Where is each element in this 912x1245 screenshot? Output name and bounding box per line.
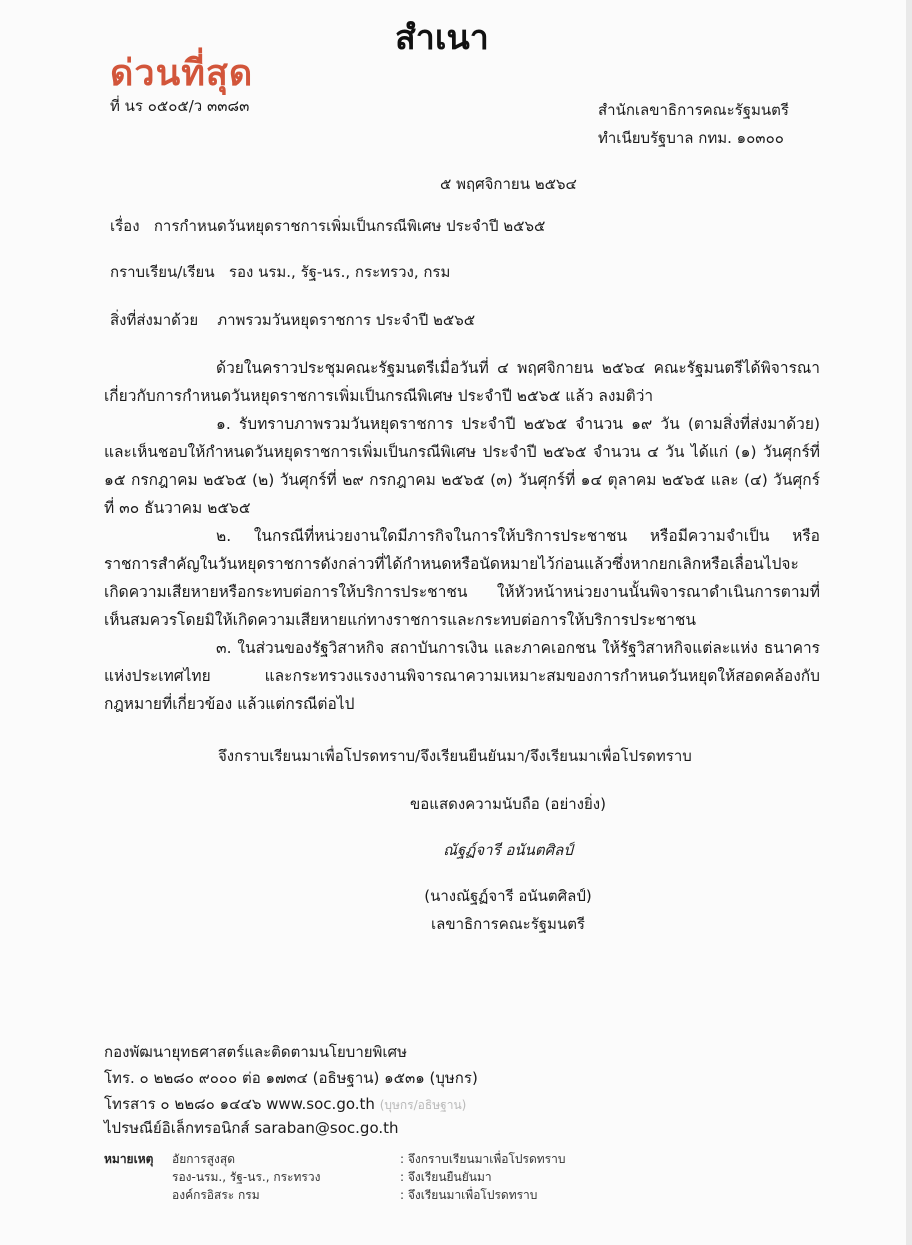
attachment-text: ภาพรวมวันหยุดราชการ ประจำปี ๒๕๖๕ (217, 311, 476, 329)
footer-fax (104, 1092, 466, 1116)
fax-text: โทรสาร ๐ ๒๒๘๐ ๑๔๔๖ www.soc.go.th (104, 1095, 375, 1113)
attachment-line (110, 308, 475, 332)
urgency-stamp: ด่วนที่สุด (110, 53, 254, 94)
fax-stamp: (บุษกร/อธิษฐาน) (379, 1098, 467, 1112)
copy-stamp: สำเนา (395, 18, 489, 58)
notes-recipient-1: อัยการสูงสุด (172, 1152, 235, 1166)
regards: ขอแสดงความนับถือ (อย่างยิ่ง) (410, 795, 606, 813)
office-name: สำนักเลขาธิการคณะรัฐมนตรี (598, 101, 789, 119)
closing-line: จึงกราบเรียนมาเพื่อโปรดทราบ/จึงเรียนยืนยันมา/จึงเรียนมาเพื่อโปรดทราบ (218, 747, 692, 765)
body-item-3: ๓. ในส่วนของรัฐวิสาหกิจ สถาบันการเงิน และภาคเอกชน ให้รัฐวิสาหกิจแต่ละแห่ง ธนาคารแห่งประเทศไทย และกระทรวงแรงงานพิจารณาความเหมาะสมของการกำหนดวันหยุดให้สอดคล้องกับกฎหมายที่เกี่ยวข้อง แล้วแต่กรณีต่อไป (104, 639, 820, 713)
signer-position: เลขาธิการคณะรัฐมนตรี (431, 915, 585, 933)
printed-name: (นางณัฐฏ์จารี อนันตศิลป์) (424, 887, 592, 905)
footer-phone: โทร. ๐ ๒๒๘๐ ๙๐๐๐ ต่อ ๑๗๓๔ (อธิษฐาน) ๑๕๓๑ (บุษกร) (104, 1069, 478, 1087)
document-date: ๕ พฤศจิกายน ๒๕๖๔ (440, 175, 577, 193)
footer-email: ไปรษณีย์อิเล็กทรอนิกส์ saraban@soc.go.th (104, 1119, 399, 1137)
office-address: ทำเนียบรัฐบาล กทม. ๑๐๓๐๐ (598, 129, 784, 147)
attachment-label: สิ่งที่ส่งมาด้วย (110, 311, 199, 329)
notes-closing-3: : จึงเรียนมาเพื่อโปรดทราบ (400, 1188, 538, 1202)
notes-recipient-3: องค์กรอิสระ กรม (172, 1188, 260, 1202)
recipient-text: รอง นรม., รัฐ-นร., กระทรวง, กรม (228, 263, 451, 281)
recipient-line (110, 260, 450, 284)
body-intro: ด้วยในคราวประชุมคณะรัฐมนตรีเมื่อวันที่ ๔ พฤศจิกายน ๒๕๖๔ คณะรัฐมนตรีได้พิจารณาเกี่ยวกับการกำหนดวันหยุดราชการเพิ่มเป็นกรณีพิเศษ ประจำปี ๒๕๖๕ แล้ว ลงมติว่า (104, 359, 820, 405)
body-item-1: ๑. รับทราบภาพรวมวันหยุดราชการ ประจำปี ๒๕๖๕ จำนวน ๑๙ วัน (ตามสิ่งที่ส่งมาด้วย) และเห็นชอบให้กำหนดวันหยุดราชการเพิ่มเป็นกรณีพิเศษ ประจำปี ๒๕๖๕ จำนวน ๔ วัน ได้แก่ (๑) วันศุกร์ที่ ๑๕ กรกฎาคม ๒๕๖๕ (๒) วันศุกร์ที่ ๒๙ กรกฎาคม ๒๕๖๕ (๓) วันศุกร์ที่ ๑๔ ตุลาคม ๒๕๖๕ และ (๔) วันศุกร์ที่ ๓๐ ธันวาคม ๒๕๖๕ (104, 415, 820, 517)
recipient-label: กราบเรียน/เรียน (110, 263, 215, 281)
notes-recipient-2: รอง-นรม., รัฐ-นร., กระทรวง (172, 1170, 321, 1184)
notes-closing-1: : จึงกราบเรียนมาเพื่อโปรดทราบ (400, 1152, 566, 1166)
subject-text: การกำหนดวันหยุดราชการเพิ่มเป็นกรณีพิเศษ ประจำปี ๒๕๖๕ (153, 217, 546, 235)
notes-closing-2: : จึงเรียนยืนยันมา (400, 1170, 492, 1184)
body-item-2: ๒. ในกรณีที่หน่วยงานใดมีภารกิจในการให้บริการประชาชน หรือมีความจำเป็น หรือราชการสำคัญในวันหยุดราชการดังกล่าวที่ได้กำหนดหรือนัดหมายไว้ก่อนแล้วซึ่งหากยกเลิกหรือเลื่อนไปจะเกิดความเสียหายหรือกระทบต่อการให้บริการประชาชน ให้หัวหน้าหน่วยงานนั้นพิจารณาดำเนินการตามที่เห็นสมควรโดยมิให้เกิดความเสียหายแก่ทางราชการและกระทบต่อการให้บริการประชาชน (104, 527, 820, 629)
footer-division: กองพัฒนายุทธศาสตร์และติดตามนโยบายพิเศษ (104, 1043, 407, 1061)
notes-label: หมายเหตุ (104, 1152, 154, 1166)
scan-edge (906, 0, 912, 1245)
letter-body (104, 354, 820, 718)
signature: ณัฐฏ์จารี อนันตศิลป์ (443, 841, 573, 859)
subject-line (110, 214, 545, 238)
document-number: ที่ นร ๐๕๐๕/ว ๓๓๘๓ (110, 97, 250, 115)
subject-label: เรื่อง (110, 217, 140, 235)
